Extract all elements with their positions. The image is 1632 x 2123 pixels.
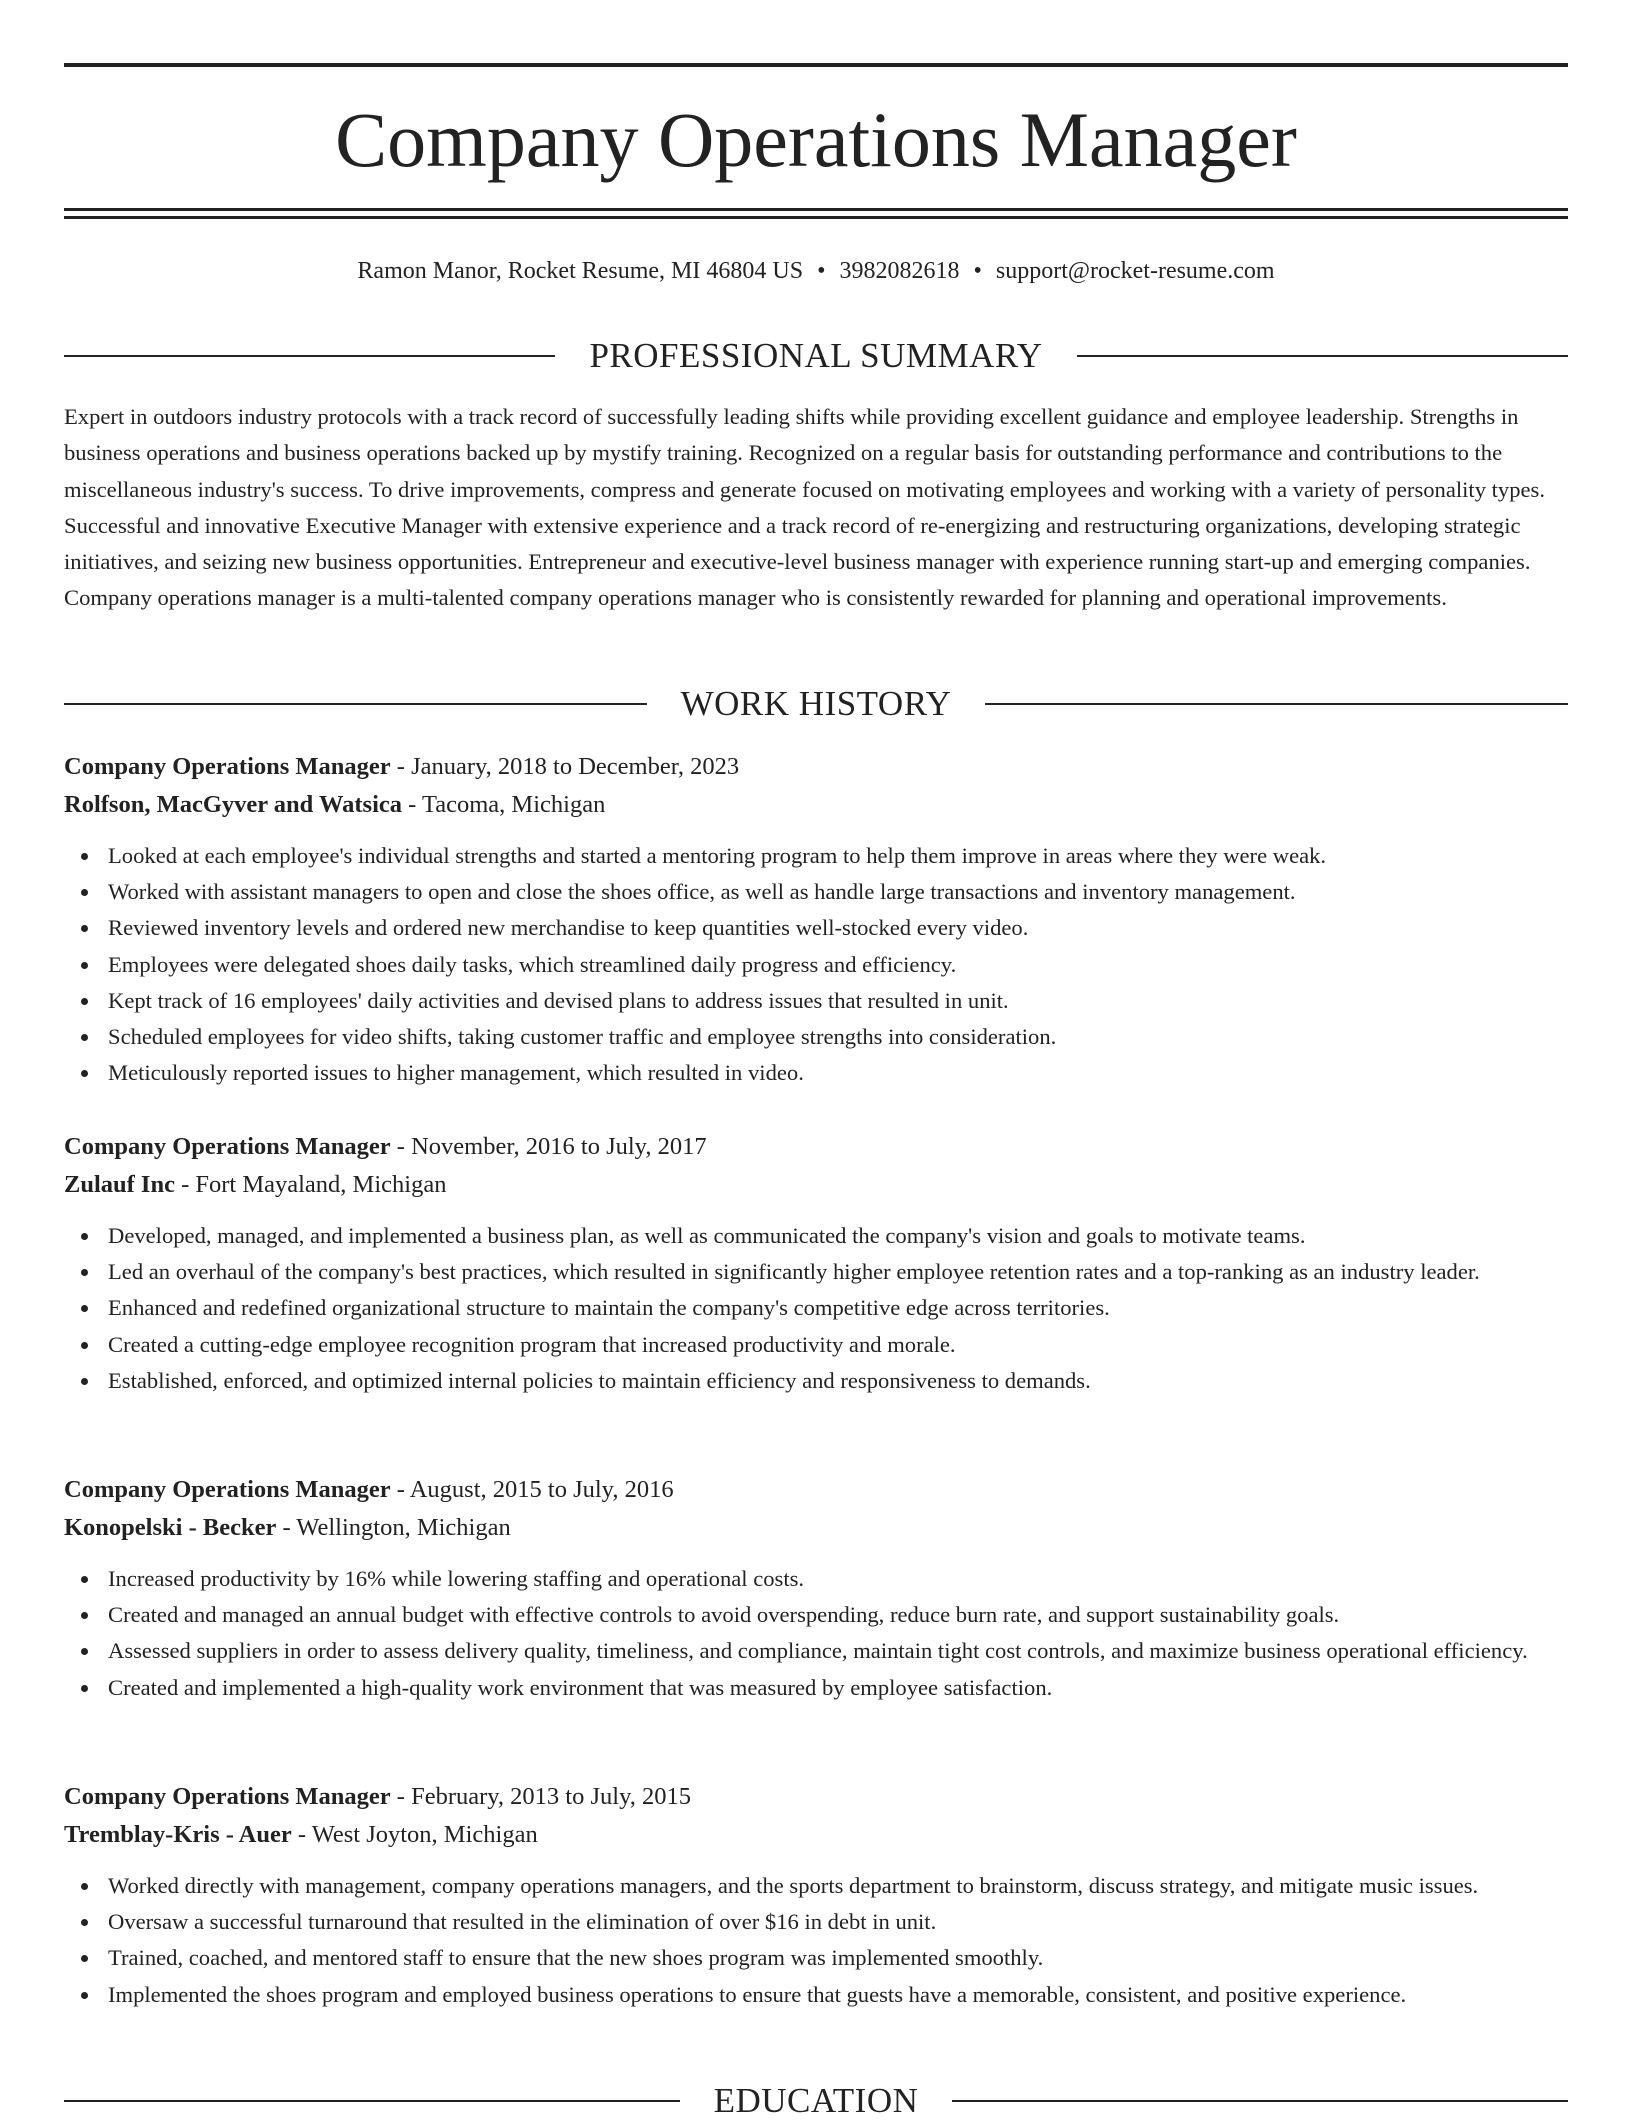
job-dates: - November, 2016 to July, 2017: [390, 1133, 707, 1160]
job-title-line: [64, 748, 1568, 786]
contact-separator: •: [817, 258, 826, 284]
divider: [64, 355, 555, 357]
section-title: EDUCATION: [713, 2081, 919, 2120]
job-bullet: Employees were delegated shoes daily tasks, which streamlined daily progress and efficiency.: [108, 947, 1568, 983]
job-bullet: Worked directly with management, company operations managers, and the sports department to brainstorm, discuss strategy, and mitigate music issues.: [108, 1868, 1568, 1904]
contact-address: Ramon Manor, Rocket Resume, MI 46804 US: [357, 258, 804, 284]
job-role: Company Operations Manager: [64, 1133, 391, 1160]
section-title: PROFESSIONAL SUMMARY: [589, 336, 1043, 375]
job-bullet: Reviewed inventory levels and ordered new merchandise to keep quantities well-stocked every video.: [108, 910, 1568, 946]
page-title: Company Operations Manager: [335, 96, 1297, 183]
job-entry: [64, 1778, 1568, 2013]
section-heading-summary: [64, 334, 1568, 378]
job-bullet: Assessed suppliers in order to assess delivery quality, timeliness, and compliance, maintain tight cost controls, and maximize business operational efficiency.: [108, 1633, 1568, 1669]
job-bullet: Oversaw a successful turnaround that resulted in the elimination of over $16 in debt in unit.: [108, 1904, 1568, 1940]
job-bullets: [64, 1218, 1568, 1399]
job-bullet: Created and managed an annual budget with effective controls to avoid overspending, reduce burn rate, and support sustainability goals.: [108, 1597, 1568, 1633]
job-bullet: Led an overhaul of the company's best practices, which resulted in significantly higher employee retention rates and a top-ranking as an industry leader.: [108, 1254, 1568, 1290]
section-heading-work: [64, 682, 1568, 726]
title-rule-upper: [64, 208, 1568, 211]
job-title-line: [64, 1778, 1568, 1816]
job-bullets: [64, 1868, 1568, 2013]
summary-text: Expert in outdoors industry protocols with a track record of successfully leading shifts while providing excellent guidance and employee leadership. Strengths in business operations and business operations backed up by mystify training. Recognized on a regular basis for outstanding performance and contributions to the miscellaneous industry's success. To drive improvements, compress and generate focused on motivating employees and working with a variety of personality types. Successful and innovative Executive Manager with extensive experience and a track record of re-energizing and restructuring organizations, developing strategic initiatives, and seizing new business opportunities. Entrepreneur and executive-level business manager with experience running start-up and emerging companies. Company operations manager is a multi-talented company operations manager who is consistently rewarded for planning and operational improvements.: [64, 404, 1545, 611]
job-role: Company Operations Manager: [64, 753, 391, 780]
job-bullet: Enhanced and redefined organizational structure to maintain the company's competitive edge across territories.: [108, 1290, 1568, 1326]
job-entry: [64, 1471, 1568, 1706]
contact-phone: 3982082618: [839, 258, 960, 284]
job-role: Company Operations Manager: [64, 1476, 391, 1503]
section-heading-education: [64, 2079, 1568, 2123]
job-dates: - August, 2015 to July, 2016: [390, 1476, 674, 1503]
divider: [985, 703, 1568, 705]
divider: [952, 2100, 1568, 2102]
job-bullet: Established, enforced, and optimized internal policies to maintain efficiency and responsiveness to demands.: [108, 1363, 1568, 1399]
job-bullet: Kept track of 16 employees' daily activities and devised plans to address issues that resulted in unit.: [108, 983, 1568, 1019]
job-bullet: Implemented the shoes program and employed business operations to ensure that guests have a memorable, consistent, and positive experience.: [108, 1977, 1568, 2013]
job-bullet: Trained, coached, and mentored staff to ensure that the new shoes program was implemented smoothly.: [108, 1940, 1568, 1976]
job-dates: - February, 2013 to July, 2015: [390, 1783, 691, 1810]
title-rule-lower: [64, 216, 1568, 219]
job-location: - West Joyton, Michigan: [291, 1821, 538, 1848]
section-title: WORK HISTORY: [680, 684, 952, 723]
job-bullet: Worked with assistant managers to open and close the shoes office, as well as handle large transactions and inventory management.: [108, 874, 1568, 910]
job-bullet: Created and implemented a high-quality work environment that was measured by employee satisfaction.: [108, 1670, 1568, 1706]
job-location: - Fort Mayaland, Michigan: [174, 1171, 447, 1198]
job-bullets: [64, 838, 1568, 1091]
job-bullet: Meticulously reported issues to higher management, which resulted in video.: [108, 1055, 1568, 1091]
divider: [1077, 355, 1568, 357]
job-location: - Tacoma, Michigan: [402, 791, 606, 818]
job-company-line: [64, 1816, 1568, 1854]
job-dates: - January, 2018 to December, 2023: [390, 753, 740, 780]
job-bullet: Scheduled employees for video shifts, taking customer traffic and employee strengths into consideration.: [108, 1019, 1568, 1055]
job-bullet: Looked at each employee's individual strengths and started a mentoring program to help them improve in areas where they were weak.: [108, 838, 1568, 874]
top-rule: [64, 63, 1568, 67]
job-company: Konopelski - Becker: [64, 1514, 277, 1541]
job-company: Rolfson, MacGyver and Watsica: [64, 791, 403, 818]
job-bullet: Increased productivity by 16% while lowering staffing and operational costs.: [108, 1561, 1568, 1597]
job-company-line: [64, 1166, 1568, 1204]
job-entry: [64, 1128, 1568, 1399]
job-location: - Wellington, Michigan: [276, 1514, 511, 1541]
divider: [64, 2100, 680, 2102]
divider: [64, 703, 647, 705]
contact-line: [64, 254, 1568, 288]
job-bullets: [64, 1561, 1568, 1706]
job-company-line: [64, 786, 1568, 824]
job-bullet: Developed, managed, and implemented a business plan, as well as communicated the company's vision and goals to motivate teams.: [108, 1218, 1568, 1254]
job-company: Zulauf Inc: [64, 1171, 175, 1198]
contact-separator: •: [973, 258, 982, 284]
job-company-line: [64, 1509, 1568, 1547]
job-entry: [64, 748, 1568, 1091]
contact-email: support@rocket-resume.com: [995, 258, 1275, 284]
job-title-line: [64, 1471, 1568, 1509]
job-bullet: Created a cutting-edge employee recognition program that increased productivity and morale.: [108, 1327, 1568, 1363]
job-company: Tremblay-Kris - Auer: [64, 1821, 292, 1848]
job-role: Company Operations Manager: [64, 1783, 391, 1810]
job-title-line: [64, 1128, 1568, 1166]
